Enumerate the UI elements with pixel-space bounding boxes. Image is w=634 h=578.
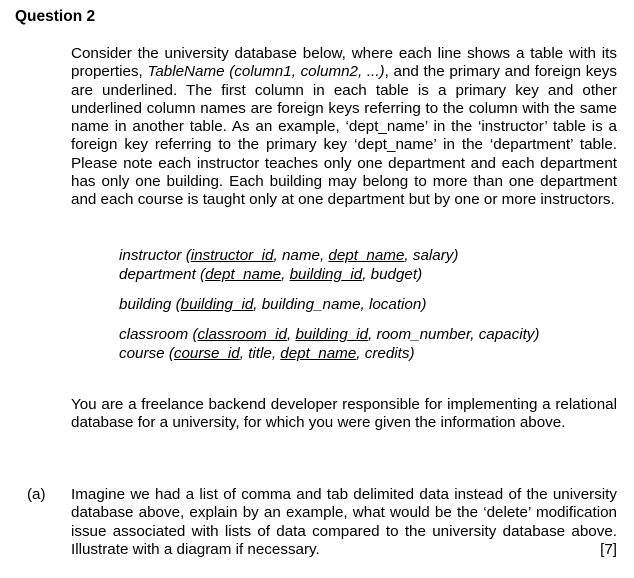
intro-text-2: , and the primary and foreign keys are underlined. The first column in each table is a primary key and other underlined column names are foreign keys referring to the column with the same name in another table. As an example, ‘dept_name’ in the ‘instructor’ table is a foreign key referring to the primary key ‘dept_name’ in the ‘department’ table. Please note each instructor teaches only one department and each department has only one building. Each building may belong to more than one department and each course is taught only at one department but by one or more instructors.: [71, 63, 617, 209]
primary-key: building_id: [180, 296, 254, 313]
intro-paragraph: [71, 45, 617, 210]
primary-key: dept_name: [205, 266, 282, 283]
column: salary: [412, 247, 454, 264]
foreign-key: dept_name: [328, 247, 405, 264]
schema-classroom: classroom (classroom_id, building_id, room_number, capacity): [119, 326, 540, 343]
part-a-marks: [7]: [600, 541, 617, 558]
part-a-question: Imagine we had a list of comma and tab delimited data instead of the university database above, explain by an example, what would be the ‘delete’ modification issue associated with lists of data compared to the university database above. Illustrate with a diagram if necessary.: [71, 486, 617, 558]
question-heading: Question 2: [15, 8, 96, 25]
schema-department: department (dept_name, building_id, budget): [119, 266, 423, 283]
primary-key: instructor_id: [190, 247, 274, 264]
primary-key: classroom_id: [197, 326, 287, 343]
foreign-key: dept_name: [280, 345, 357, 362]
table-name: course: [119, 345, 165, 362]
schema-building: building (building_id, building_name, location): [119, 296, 427, 313]
column: budget: [370, 266, 418, 283]
column: building_name: [261, 296, 361, 313]
column: location: [368, 296, 422, 313]
table-name: instructor: [119, 247, 182, 264]
column: name: [281, 247, 320, 264]
table-name: classroom: [119, 326, 189, 343]
task-paragraph: You are a freelance backend developer responsible for implementing a relational database for a university, for which you were given the information above.: [71, 396, 617, 432]
foreign-key: building_id: [295, 326, 369, 343]
table-name: building: [119, 296, 172, 313]
intro-text-1: Consider the university database below, where each line shows a table with its properties,: [71, 45, 617, 81]
column: title: [248, 345, 272, 362]
column: room_number: [376, 326, 471, 343]
table-format-example: TableName (column1, column2, ...): [147, 63, 385, 81]
schema-course: course (course_id, title, dept_name, credits): [119, 345, 415, 362]
foreign-key: building_id: [289, 266, 363, 283]
part-a-label: (a): [27, 486, 46, 503]
schema-instructor: instructor (instructor_id, name, dept_name, salary): [119, 247, 459, 264]
column: credits: [364, 345, 410, 362]
primary-key: course_id: [173, 345, 240, 362]
table-name: department: [119, 266, 196, 283]
column: capacity: [478, 326, 535, 343]
